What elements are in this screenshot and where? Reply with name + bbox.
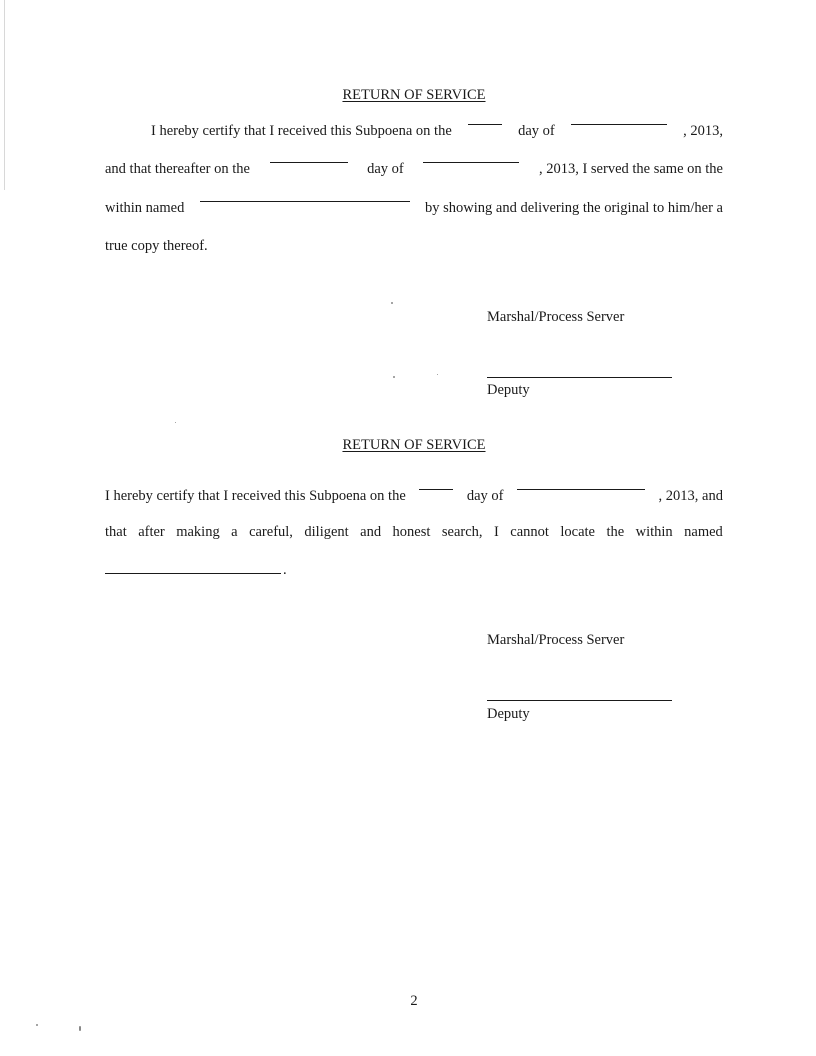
word: honest bbox=[392, 524, 431, 540]
page-number: 2 bbox=[410, 993, 418, 1009]
section1-paragraph-line2 bbox=[105, 161, 723, 178]
section1-signature-title: Marshal/Process Server bbox=[487, 309, 625, 325]
section2-paragraph-line2 bbox=[105, 524, 723, 541]
word: search, bbox=[441, 524, 483, 540]
blank-day-served[interactable] bbox=[270, 161, 348, 163]
text: by showing and delivering the original to him/her a bbox=[425, 200, 723, 216]
section1-paragraph-line3 bbox=[105, 200, 723, 217]
word: the bbox=[606, 524, 625, 540]
word: locate bbox=[560, 524, 595, 540]
word: within bbox=[635, 524, 673, 540]
section2-paragraph-line3 bbox=[105, 562, 723, 579]
text: I hereby certify that I received this Subpoena on the bbox=[151, 123, 452, 139]
text: day of bbox=[466, 488, 504, 504]
text: , 2013, and bbox=[658, 488, 723, 504]
blank-person-not-located[interactable] bbox=[105, 572, 281, 574]
scan-speck bbox=[175, 422, 176, 423]
text: within named bbox=[105, 200, 185, 216]
section1-paragraph-line1 bbox=[151, 123, 723, 140]
word: making bbox=[176, 524, 220, 540]
word: a bbox=[231, 524, 238, 540]
text: and that thereafter on the bbox=[105, 161, 250, 177]
word: that bbox=[105, 524, 127, 540]
blank-month-received[interactable] bbox=[571, 123, 667, 125]
word: I bbox=[493, 524, 499, 540]
scan-speck bbox=[79, 1026, 81, 1031]
word: named bbox=[684, 524, 723, 540]
section1-deputy-signature-line[interactable] bbox=[487, 377, 672, 378]
scan-speck bbox=[393, 376, 395, 378]
text: I hereby certify that I received this Subpoena on the bbox=[105, 488, 406, 504]
section2-paragraph-line1 bbox=[105, 488, 723, 505]
blank-day-received[interactable] bbox=[468, 123, 502, 125]
blank-day-received[interactable] bbox=[419, 488, 453, 490]
scan-speck bbox=[36, 1024, 38, 1026]
section2-deputy-label: Deputy bbox=[487, 706, 530, 722]
text: , 2013, bbox=[683, 123, 723, 139]
scan-speck bbox=[437, 374, 438, 375]
word: cannot bbox=[510, 524, 549, 540]
period: . bbox=[283, 562, 287, 578]
word: and bbox=[360, 524, 382, 540]
section1-paragraph-line4: true copy thereof. bbox=[105, 238, 208, 254]
section1-deputy-label: Deputy bbox=[487, 382, 530, 398]
text: , 2013, I served the same on the bbox=[538, 161, 723, 177]
word: diligent bbox=[304, 524, 349, 540]
scan-speck bbox=[391, 302, 393, 304]
text: day of bbox=[367, 161, 404, 177]
text: day of bbox=[518, 123, 555, 139]
word: careful, bbox=[249, 524, 293, 540]
word: after bbox=[138, 524, 165, 540]
section2-signature-title: Marshal/Process Server bbox=[487, 632, 625, 648]
blank-person-served[interactable] bbox=[200, 200, 410, 202]
section2-deputy-signature-line[interactable] bbox=[487, 700, 672, 701]
section1-heading: RETURN OF SERVICE bbox=[342, 87, 486, 103]
blank-month-received[interactable] bbox=[517, 488, 645, 490]
section2-heading: RETURN OF SERVICE bbox=[342, 437, 486, 453]
blank-month-served[interactable] bbox=[423, 161, 519, 163]
